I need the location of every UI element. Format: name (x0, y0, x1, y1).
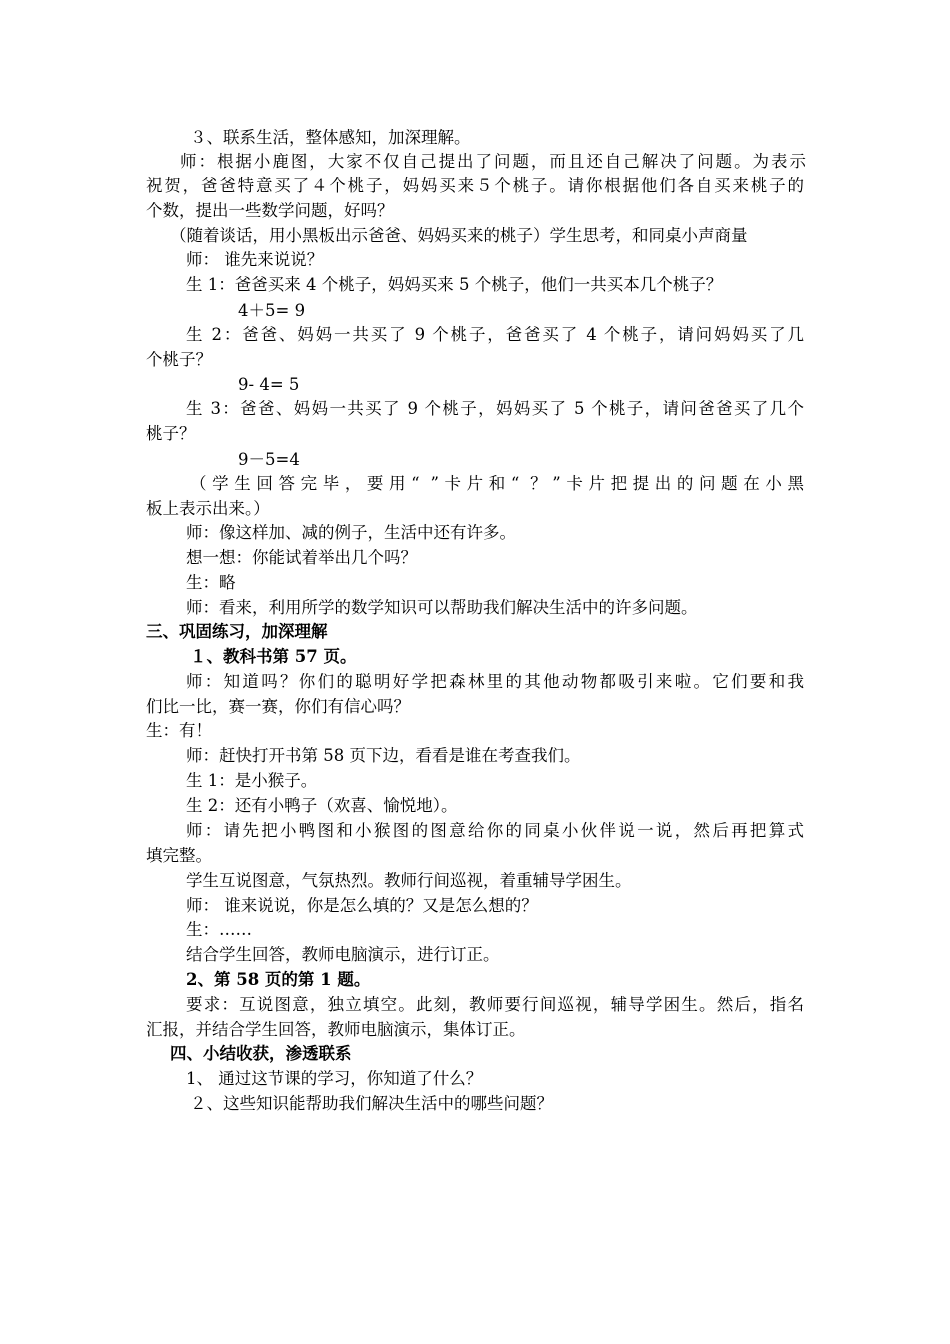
paragraph-line: 想一想：你能试着举出几个吗？ (186, 548, 417, 567)
paragraph-line: 个桃子？ (146, 350, 212, 369)
teacher-line: 师： 谁来说说，你是怎么填的？又是怎么想的？ (186, 896, 538, 915)
equation: 4＋5= 9 (238, 301, 306, 320)
teacher-line: 师：像这样加、减的例子，生活中还有许多。 (186, 523, 516, 542)
student-line: 生 1：是小猴子。 (186, 771, 318, 790)
section-heading: 四、小结收获，渗透联系 (170, 1044, 352, 1063)
teacher-line: 师：看来，利用所学的数学知识可以帮助我们解决生活中的许多问题。 (186, 598, 698, 617)
teacher-line: 师：知道吗？你们的聪明好学把森林里的其他动物都吸引来啦。它们要和我 (186, 672, 804, 691)
paragraph-line: 个数，提出一些数学问题，好吗？ (146, 201, 394, 220)
subsection-heading: 2、第 58 页的第 1 题。 (186, 970, 371, 989)
paragraph-line: 板上表示出来。） (146, 499, 270, 518)
equation: 9- 4= 5 (238, 375, 300, 394)
paragraph-line: 学生互说图意，气氛热烈。教师行间巡视，着重辅导学困生。 (186, 871, 632, 890)
paragraph-line: （学生回答完毕，要用“ ”卡片和“ ？”卡片把提出的问题在小黑 (190, 474, 804, 493)
student-line: 生 1：爸爸买来 4 个桃子，妈妈买来 5 个桃子，他们一共买本几个桃子？ (186, 275, 723, 294)
student-line: 生：…… (186, 920, 252, 939)
student-line: 生 2：爸爸、妈妈一共买了 9 个桃子，爸爸买了 4 个桃子，请问妈妈买了几 (186, 325, 804, 344)
student-line: 生：略 (186, 573, 236, 592)
student-line: 生：有！ (146, 721, 212, 740)
student-line: 生 2：还有小鸭子（欢喜、愉悦地）。 (186, 796, 458, 815)
paragraph-line: 们比一比，赛一赛，你们有信心吗？ (146, 697, 410, 716)
student-line: 生 3：爸爸、妈妈一共买了 9 个桃子，妈妈买了 5 个桃子，请问爸爸买了几个 (186, 399, 804, 418)
list-item: ２、这些知识能帮助我们解决生活中的哪些问题？ (190, 1094, 553, 1113)
section-heading: 三、巩固练习，加深理解 (146, 622, 328, 641)
teacher-line: 师： 谁先来说说？ (186, 250, 324, 269)
teacher-line: 师：根据小鹿图，大家不仅自己提出了问题，而且还自己解决了问题。为表示 (180, 152, 806, 171)
paragraph-line: 要求：互说图意，独立填空。此刻，教师要行间巡视，辅导学困生。然后，指名 (186, 995, 804, 1014)
list-item: 1、 通过这节课的学习，你知道了什么？ (186, 1069, 483, 1088)
paragraph-line: 桃子？ (146, 424, 196, 443)
subsection-heading: １、教科书第 57 页。 (190, 647, 357, 666)
paragraph-line: 祝贺，爸爸特意买了４个桃子，妈妈买来５个桃子。请你根据他们各自买来桃子的 (146, 176, 804, 195)
teacher-line: 师：请先把小鸭图和小猴图的图意给你的同桌小伙伴说一说，然后再把算式 (186, 821, 804, 840)
paragraph-line: （随着谈话，用小黑板出示爸爸、妈妈买来的桃子）学生思考，和同桌小声商量 (170, 226, 748, 245)
paragraph-line: 汇报，并结合学生回答，教师电脑演示，集体订正。 (146, 1020, 526, 1039)
paragraph-line: 填完整。 (146, 846, 212, 865)
paragraph-line: 结合学生回答，教师电脑演示，进行订正。 (186, 945, 500, 964)
teacher-line: 师：赶快打开书第 58 页下边，看看是谁在考查我们。 (186, 746, 581, 765)
section-heading-3: ３、联系生活，整体感知，加深理解。 (190, 128, 471, 147)
equation: 9－5=4 (238, 450, 300, 469)
